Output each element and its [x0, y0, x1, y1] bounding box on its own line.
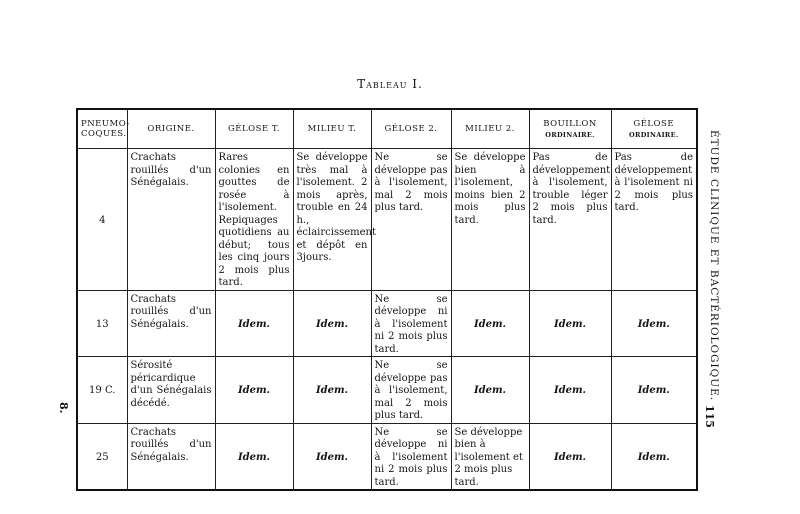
cell-gelose-t: Idem.: [215, 423, 293, 490]
cell-gelose-t: Rares colonies en gouttes de rosée à l'isolement. Repiquages quotidiens au début; tous les cinq jours 2 mois plus tard.: [215, 149, 293, 291]
cell-gelose-2: Ne se développe pas à l'isolement, mal 2 mois plus tard.: [371, 357, 451, 424]
cell-milieu-t: Idem.: [293, 290, 371, 357]
cell-milieu-2: Idem.: [451, 357, 529, 424]
cell-milieu-t: Idem.: [293, 423, 371, 490]
table-row: [77, 149, 697, 291]
header-origine: ORIGINE.: [127, 109, 215, 149]
cell-bouillon-ordinaire: Idem.: [529, 290, 611, 357]
table-row: [77, 423, 697, 490]
cell-origine: Crachats rouillés d'un Sénégalais.: [127, 290, 215, 357]
table-row: [77, 357, 697, 424]
header-gelose-ordinaire: GÉLOSE ORDINAIRE.: [611, 109, 697, 149]
cell-gelose-ordinaire: Idem.: [611, 423, 697, 490]
table-header-row: [77, 109, 697, 149]
cell-gelose-2: Ne se développe pas à l'isolement, mal 2 mois plus tard.: [371, 149, 451, 291]
cell-milieu-2: Idem.: [451, 290, 529, 357]
cell-milieu-t: Idem.: [293, 357, 371, 424]
cell-pneumocoque-id: 4: [77, 149, 127, 291]
page-number: 115: [703, 405, 716, 428]
cell-gelose-2: Ne se développe ni à l'isolement ni 2 mois plus tard.: [371, 290, 451, 357]
cell-pneumocoque-id: 19 C.: [77, 357, 127, 424]
cell-pneumocoque-id: 25: [77, 423, 127, 490]
table-row: [77, 290, 697, 357]
cell-gelose-t: Idem.: [215, 290, 293, 357]
cell-origine: Sérosité péricardique d'un Sénégalais décédé.: [127, 357, 215, 424]
header-gelose-2: GÉLOSE 2.: [371, 109, 451, 149]
header-gelose-t: GÉLOSE T.: [215, 109, 293, 149]
cell-milieu-2: Se développe bien à l'isolement et 2 mois plus tard.: [451, 423, 529, 490]
table-title: Tableau I.: [357, 77, 423, 91]
cell-bouillon-ordinaire: Idem.: [529, 357, 611, 424]
cell-milieu-2: Se développe bien à l'isolement, moins bien 2 mois plus tard.: [451, 149, 529, 291]
cell-pneumocoque-id: 13: [77, 290, 127, 357]
header-pneumocoques: PNEUMO-COQUES.: [77, 109, 127, 149]
cell-gelose-2: Ne se développe ni à l'isolement ni 2 mois plus tard.: [371, 423, 451, 490]
cell-gelose-ordinaire: Pas de développement à l'isolement ni 2 mois plus tard.: [611, 149, 697, 291]
cell-gelose-ordinaire: Idem.: [611, 357, 697, 424]
results-table: [76, 108, 698, 491]
signature-mark: 8.: [57, 402, 70, 414]
cell-origine: Crachats rouillés d'un Sénégalais.: [127, 149, 215, 291]
cell-gelose-t: Idem.: [215, 357, 293, 424]
cell-gelose-ordinaire: Idem.: [611, 290, 697, 357]
cell-bouillon-ordinaire: Pas de développement à l'isolement, trouble léger 2 mois plus tard.: [529, 149, 611, 291]
running-head: ÉTUDE CLINIQUE ET BACTÉRIOLOGIQUE.: [708, 130, 720, 402]
cell-origine: Crachats rouillés d'un Sénégalais.: [127, 423, 215, 490]
header-milieu-2: MILIEU 2.: [451, 109, 529, 149]
cell-milieu-t: Se développe très mal à l'isolement. 2 mois après, trouble en 24 h., éclaircissement et dépôt en 3jours.: [293, 149, 371, 291]
header-bouillon-ordinaire: BOUILLON ORDINAIRE.: [529, 109, 611, 149]
cell-bouillon-ordinaire: Idem.: [529, 423, 611, 490]
header-milieu-t: MILIEU T.: [293, 109, 371, 149]
